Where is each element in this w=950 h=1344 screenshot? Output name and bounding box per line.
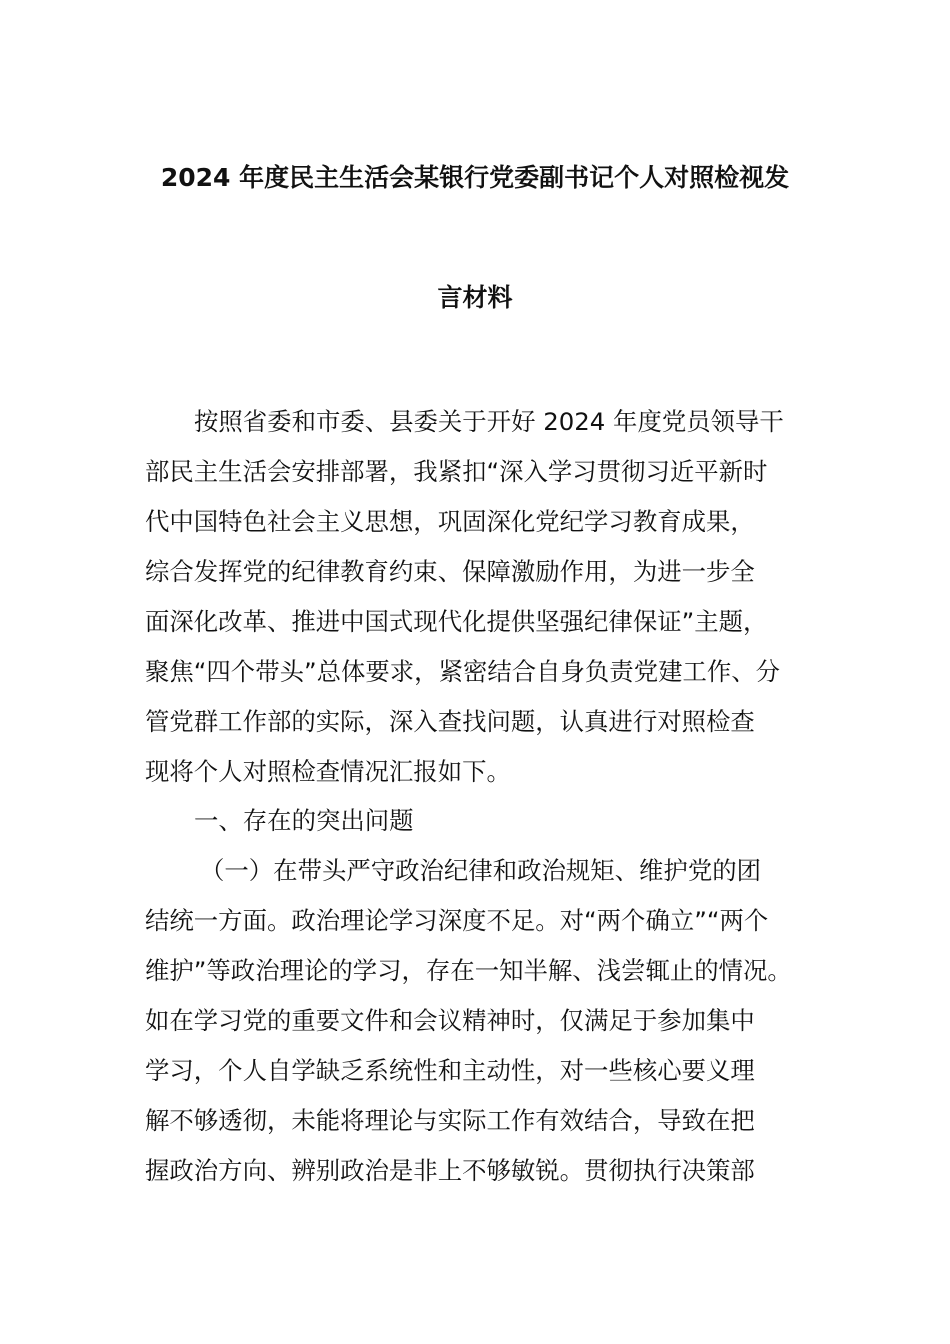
document-title-line-1: 2024 年度民主生活会某银行党委副书记个人对照检视发 (160, 163, 790, 192)
paragraph-line: 代中国特色社会主义思想，巩固深化党纪学习教育成果， (145, 507, 755, 536)
paragraph-line: 如在学习党的重要文件和会议精神时，仅满足于参加集中 (145, 1006, 755, 1035)
paragraph-line: 部民主生活会安排部署，我紧扣“深入学习贯彻习近平新时 (145, 457, 768, 486)
section-heading: 一、存在的突出问题 (194, 806, 414, 835)
paragraph-line: 按照省委和市委、县委关于开好 2024 年度党员领导干 (194, 407, 784, 436)
paragraph-line: 面深化改革、推进中国式现代化提供坚强纪律保证”主题， (145, 607, 768, 636)
paragraph-line: 解不够透彻，未能将理论与实际工作有效结合，导致在把 (145, 1106, 755, 1135)
paragraph-line: 学习，个人自学缺乏系统性和主动性，对一些核心要义理 (145, 1056, 755, 1085)
paragraph-line: 结统一方面。政治理论学习深度不足。对“两个确立”“两个 (145, 906, 769, 935)
paragraph-line: 聚焦“四个带头”总体要求，紧密结合自身负责党建工作、分 (145, 657, 781, 686)
paragraph-line: 维护”等政治理论的学习，存在一知半解、浅尝辄止的情况。 (145, 956, 792, 985)
paragraph-line: 管党群工作部的实际，深入查找问题，认真进行对照检查 (145, 707, 755, 736)
paragraph-line: （一）在带头严守政治纪律和政治规矩、维护党的团 (200, 856, 761, 885)
paragraph-line: 综合发挥党的纪律教育约束、保障激励作用，为进一步全 (145, 557, 755, 586)
paragraph-line: 现将个人对照检查情况汇报如下。 (145, 757, 511, 786)
paragraph-line: 握政治方向、辨别政治是非上不够敏锐。贯彻执行决策部 (145, 1156, 755, 1185)
document-title-line-2: 言材料 (437, 283, 513, 312)
